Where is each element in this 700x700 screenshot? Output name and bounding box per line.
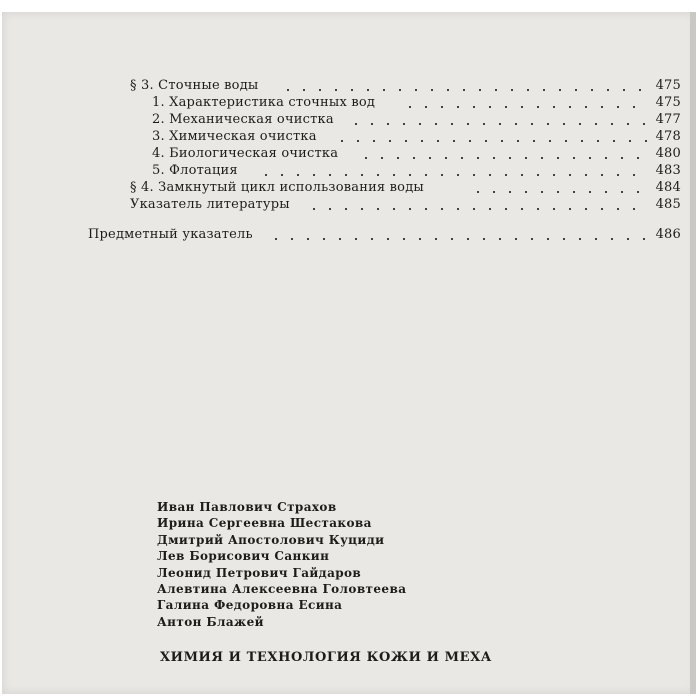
toc-entry-subject-index xyxy=(88,226,681,244)
toc-entry-label: 2. Механическая очистка xyxy=(152,111,338,129)
toc-entry-page: 480 xyxy=(655,146,681,161)
toc-leader-dots xyxy=(258,174,647,176)
toc-entry-page: 483 xyxy=(655,163,681,178)
book-title: ХИМИЯ И ТЕХНОЛОГИЯ КОЖИ И МЕХА xyxy=(160,650,492,665)
toc-entry-section-4 xyxy=(130,179,681,197)
toc-leader-dots xyxy=(470,191,647,193)
toc-entry-page: 478 xyxy=(655,129,681,144)
toc-entry-label: 4. Биологическая очистка xyxy=(152,145,342,163)
toc-entry-page: 484 xyxy=(655,180,681,195)
toc-entry-subsection xyxy=(152,128,681,146)
toc-entry-label: § 3. Сточные воды xyxy=(130,77,262,95)
toc-leader-dots xyxy=(402,106,647,108)
author-name: Лев Борисович Санкин xyxy=(157,549,330,564)
toc-entry-label: 1. Характеристика сточных вод xyxy=(152,94,379,112)
toc-entry-section-3 xyxy=(130,77,681,95)
toc-entry-page: 475 xyxy=(655,78,681,93)
toc-leader-dots xyxy=(334,140,647,142)
toc-entry-page: 477 xyxy=(655,112,681,127)
toc-leader-dots xyxy=(358,157,647,159)
toc-entry-subsection xyxy=(152,111,681,129)
toc-entry-page: 486 xyxy=(655,227,681,242)
toc-entry-label: § 4. Замкнутый цикл использования воды xyxy=(130,179,428,197)
toc-entry-subsection xyxy=(152,94,681,112)
author-name: Алевтина Алексеевна Головтеева xyxy=(157,581,407,596)
toc-entry-label: Предметный указатель xyxy=(88,226,257,244)
toc-leader-dots xyxy=(306,208,647,210)
toc-entry-page: 485 xyxy=(655,197,681,212)
author-name: Иван Павлович Страхов xyxy=(157,500,337,514)
toc-leader-dots xyxy=(348,123,647,125)
toc-leader-dots xyxy=(268,238,647,240)
author-name: Ирина Сергеевна Шестакова xyxy=(157,516,372,531)
toc-entry-label: 5. Флотация xyxy=(152,162,242,180)
toc-entry-label: Указатель литературы xyxy=(130,196,294,214)
author-name: Антон Блажей xyxy=(157,614,264,629)
page-edge xyxy=(690,12,696,694)
toc-entry-page: 475 xyxy=(655,95,681,110)
toc-entry-subsection xyxy=(152,145,681,163)
toc-entry-subsection xyxy=(152,162,681,180)
book-page xyxy=(2,12,696,694)
author-name: Дмитрий Апостолович Куциди xyxy=(157,532,385,547)
author-name: Леонид Петрович Гайдаров xyxy=(157,565,362,580)
toc-leader-dots xyxy=(280,89,647,91)
toc-entry-label: 3. Химическая очистка xyxy=(152,128,321,146)
author-list xyxy=(157,499,406,630)
toc-entry-references xyxy=(130,196,681,214)
author-name: Галина Федоровна Есина xyxy=(157,598,343,613)
